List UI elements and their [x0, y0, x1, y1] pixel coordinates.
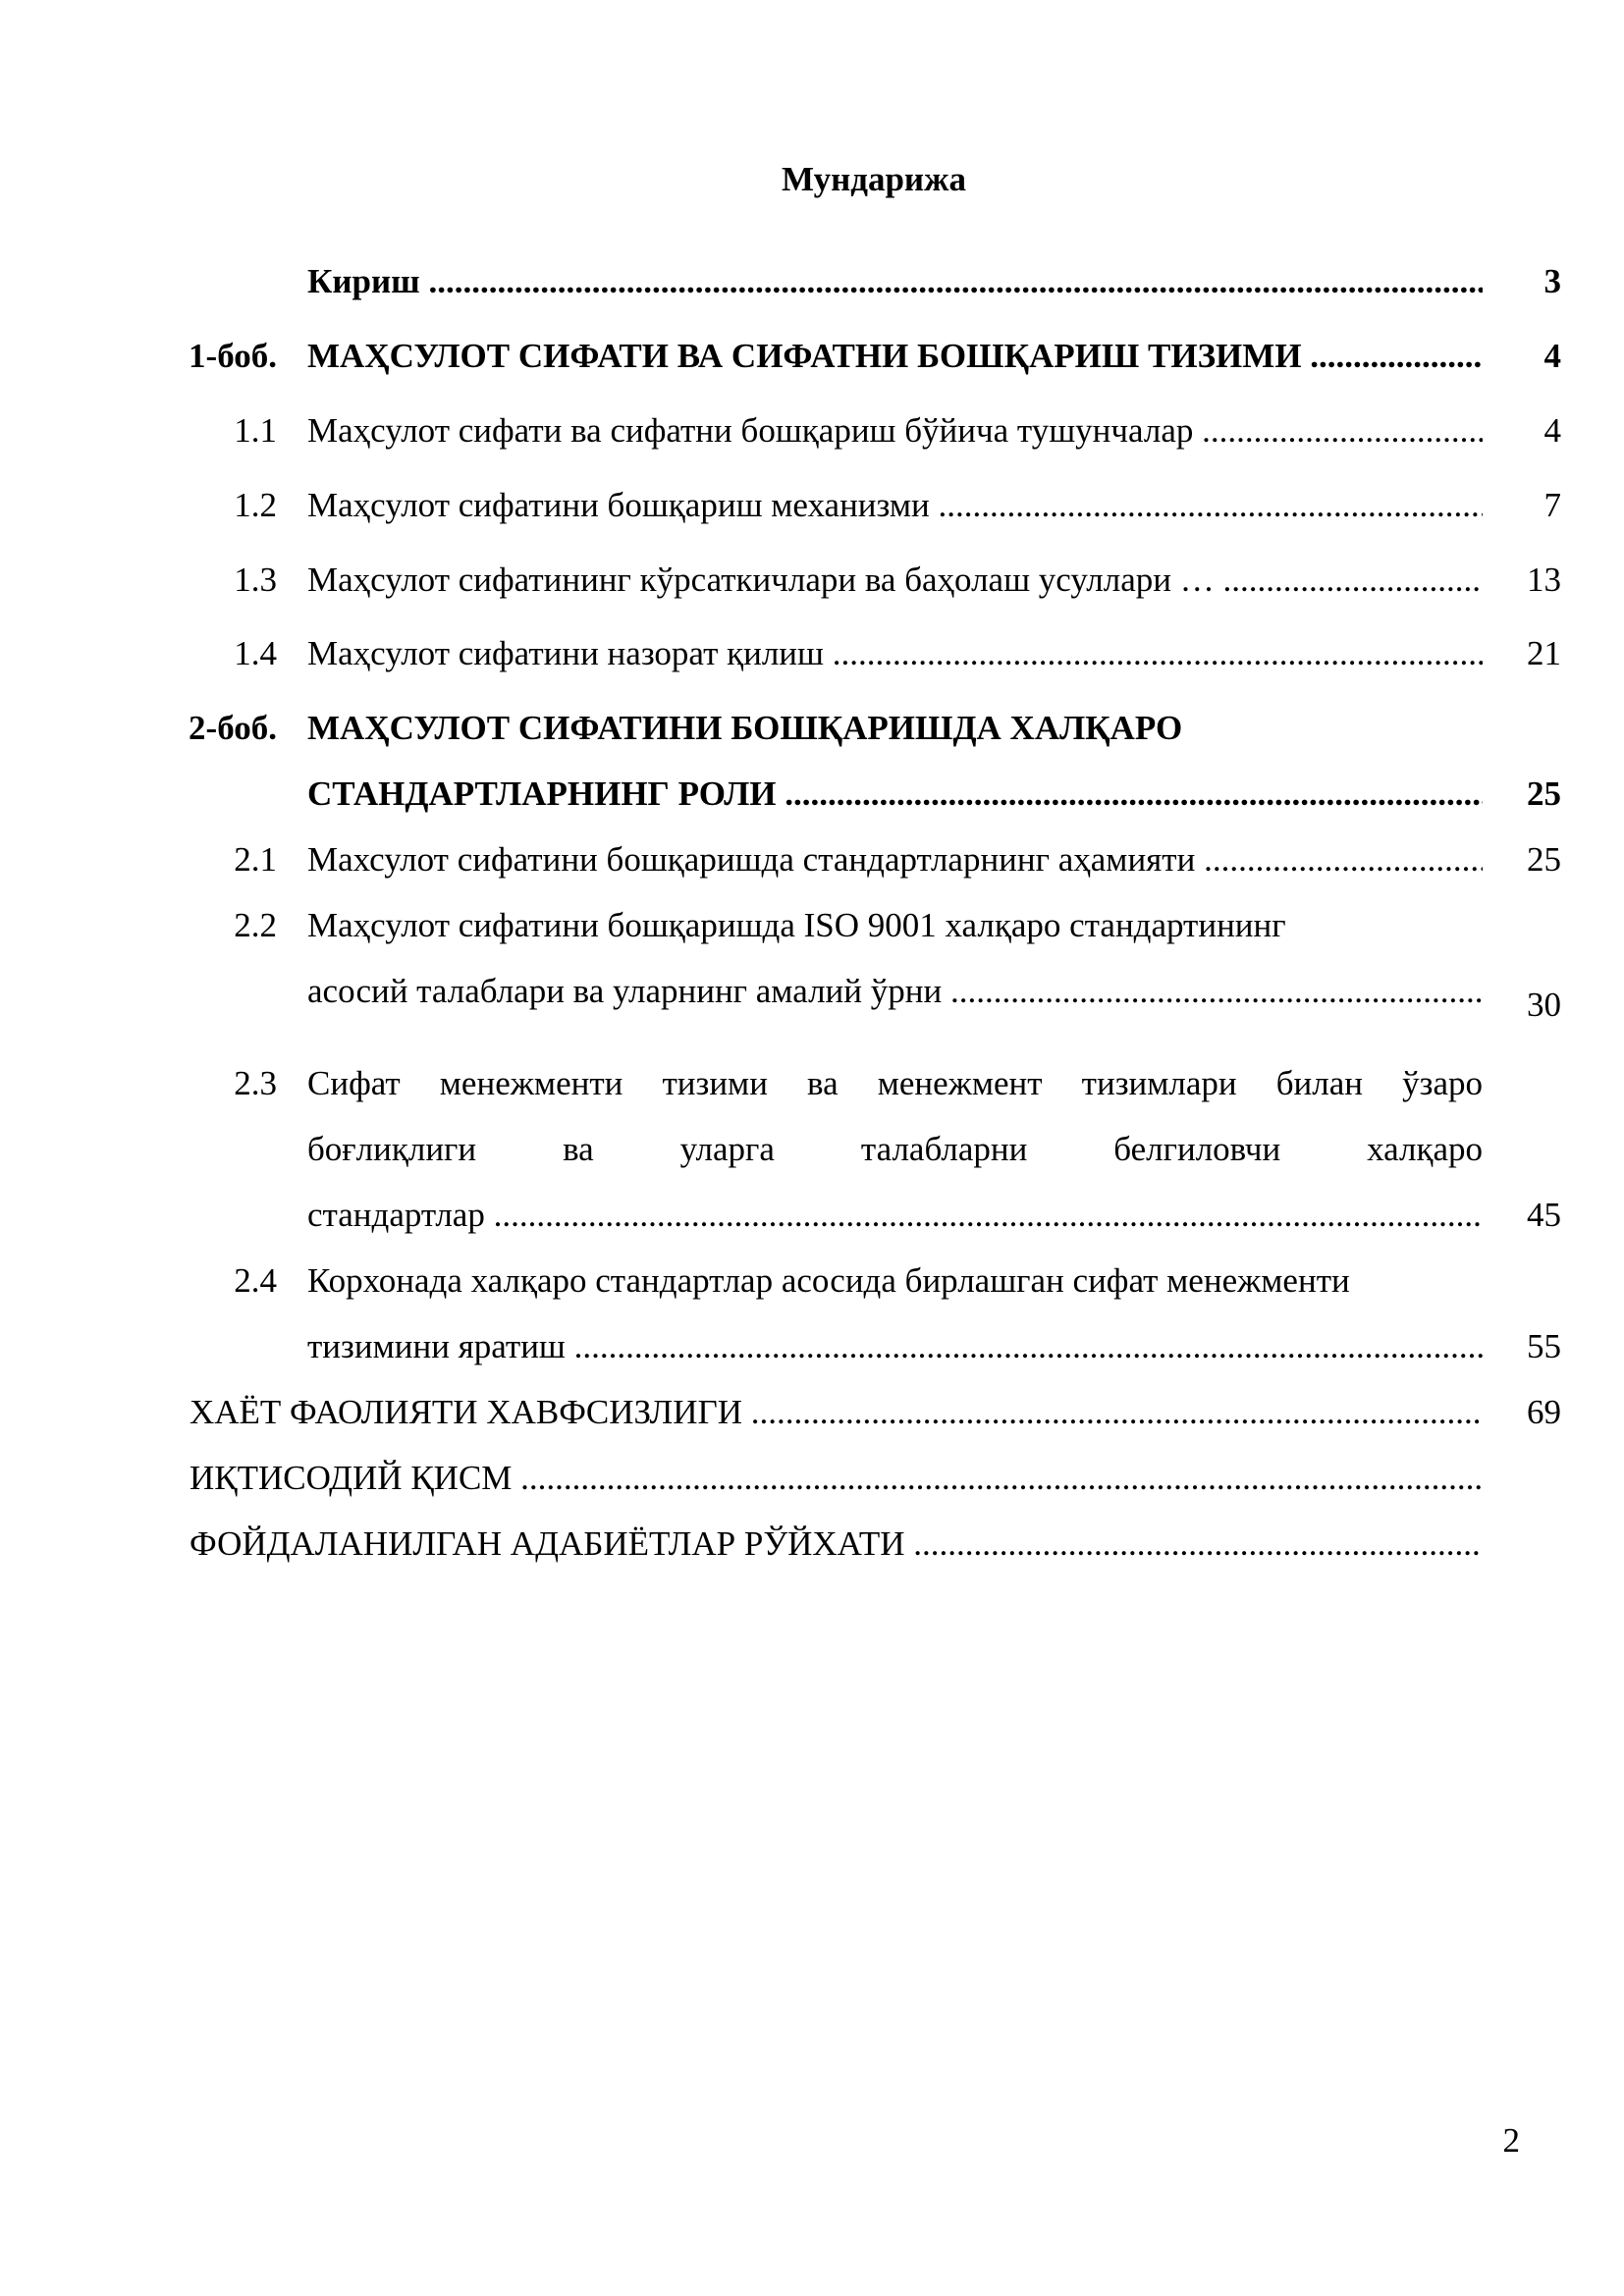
- toc-entry-chapter-2-continued: [0, 770, 1624, 819]
- toc-entry-number: 1.3: [234, 561, 277, 599]
- toc-entry-text: МАҲСУЛОТ СИФАТИНИ БОШҚАРИШДА ХАЛҚАРО: [307, 709, 1183, 747]
- toc-entry-number: 1.2: [234, 486, 277, 524]
- toc-entry-text: Маҳсулот сифати ва сифатни бошқариш бўйича тушунчалар .....: [307, 406, 1483, 455]
- toc-entry-2-4: [0, 1256, 1624, 1306]
- toc-entry-page: 25: [1527, 840, 1561, 879]
- toc-entry-text: боғлиқлиги ва уларга талабларни белгиловчи халқаро: [307, 1130, 1483, 1168]
- toc-entry-page: 25: [1527, 774, 1561, 813]
- toc-entry-economic-part: [0, 1454, 1624, 1503]
- toc-entry-text: ИҚТИСОДИЙ ҚИСМ .....: [189, 1454, 1481, 1503]
- toc-entry-1-1: [0, 406, 1624, 455]
- toc-entry-text: ФОЙДАЛАНИЛГАН АДАБИЁТЛАР РЎЙХАТИ .....: [189, 1520, 1481, 1569]
- toc-title: Мундарижа: [782, 160, 966, 198]
- toc-entry-text: Маҳсулот сифатининг кўрсаткичлари ва баҳолаш усуллари … .....: [307, 556, 1483, 605]
- toc-entry-2-4-continued: [0, 1322, 1624, 1371]
- toc-entry-page: 69: [1527, 1393, 1561, 1431]
- toc-entry-text: МАҲСУЛОТ СИФАТИ ВА СИФАТНИ БОШҚАРИШ ТИЗИМИ .....: [307, 332, 1483, 381]
- toc-entry-1-2: [0, 481, 1624, 530]
- toc-entry-2-3-last: [0, 1191, 1624, 1240]
- toc-entry-text: Махсулот сифатини бошқаришда стандартларнинг аҳамияти .....: [307, 835, 1483, 884]
- toc-entry-2-2-page-row: [0, 981, 1624, 1030]
- toc-entry-2-3-continued: [0, 1125, 1624, 1174]
- toc-entry-number: 2.4: [234, 1261, 277, 1300]
- toc-entry-number: 2.1: [234, 840, 277, 879]
- toc-entry-text: Маҳсулот сифатини бошқаришда ISO 9001 халқаро стандартининг: [307, 906, 1286, 944]
- toc-entry-text: Кириш .....: [307, 257, 1483, 306]
- toc-entry-page: 45: [1527, 1196, 1561, 1234]
- toc-entry-text: СТАНДАРТЛАРНИНГ РОЛИ .....: [307, 770, 1483, 819]
- toc-entry-chapter-1: [0, 332, 1624, 381]
- toc-entry-references: [0, 1520, 1624, 1569]
- toc-entry-page: 55: [1527, 1327, 1561, 1365]
- page-number: 2: [1502, 2121, 1520, 2160]
- toc-entry-text: ХАЁТ ФАОЛИЯТИ ХАВФСИЗЛИГИ .....: [189, 1388, 1481, 1437]
- toc-entry-introduction: [0, 257, 1624, 306]
- toc-entry-page: 7: [1543, 486, 1561, 524]
- toc-entry-page: 21: [1527, 634, 1561, 672]
- toc-entry-chapter-2: [0, 704, 1624, 753]
- toc-entry-number: 2.3: [234, 1064, 277, 1102]
- toc-entry-text: Маҳсулот сифатини бошқариш механизми .....: [307, 481, 1483, 530]
- toc-entry-page: 4: [1543, 411, 1561, 450]
- toc-entry-2-1: [0, 835, 1624, 884]
- toc-entry-life-safety: [0, 1388, 1624, 1437]
- toc-entry-2-3: [0, 1059, 1624, 1108]
- toc-entry-page: 3: [1543, 262, 1561, 300]
- toc-entry-page: 4: [1543, 337, 1561, 375]
- toc-entry-text: тизимини яратиш .....: [307, 1322, 1483, 1371]
- toc-entry-text: асосий талаблари ва уларнинг амалий ўрни .....: [307, 967, 1483, 1016]
- toc-entry-2-2: [0, 901, 1624, 950]
- toc-entry-number: 1.4: [234, 634, 277, 672]
- toc-entry-number: 1-боб.: [189, 337, 277, 375]
- toc-entry-number: 2.2: [234, 906, 277, 944]
- toc-entry-page: 13: [1527, 561, 1561, 599]
- toc-entry-page: 30: [1527, 986, 1561, 1024]
- toc-entry-text: стандартлар .....: [307, 1191, 1483, 1240]
- toc-entry-1-3: [0, 556, 1624, 605]
- toc-entry-number: 1.1: [234, 411, 277, 450]
- toc-entry-text: Корхонада халқаро стандартлар асосида бирлашган сифат менежменти: [307, 1261, 1350, 1300]
- toc-entry-text: Маҳсулот сифатини назорат қилиш .....: [307, 629, 1483, 678]
- toc-entry-number: 2-боб.: [189, 709, 277, 747]
- toc-entry-text: Сифат менежменти тизими ва менежмент тизимлари билан ўзаро: [307, 1064, 1483, 1102]
- toc-entry-1-4: [0, 629, 1624, 678]
